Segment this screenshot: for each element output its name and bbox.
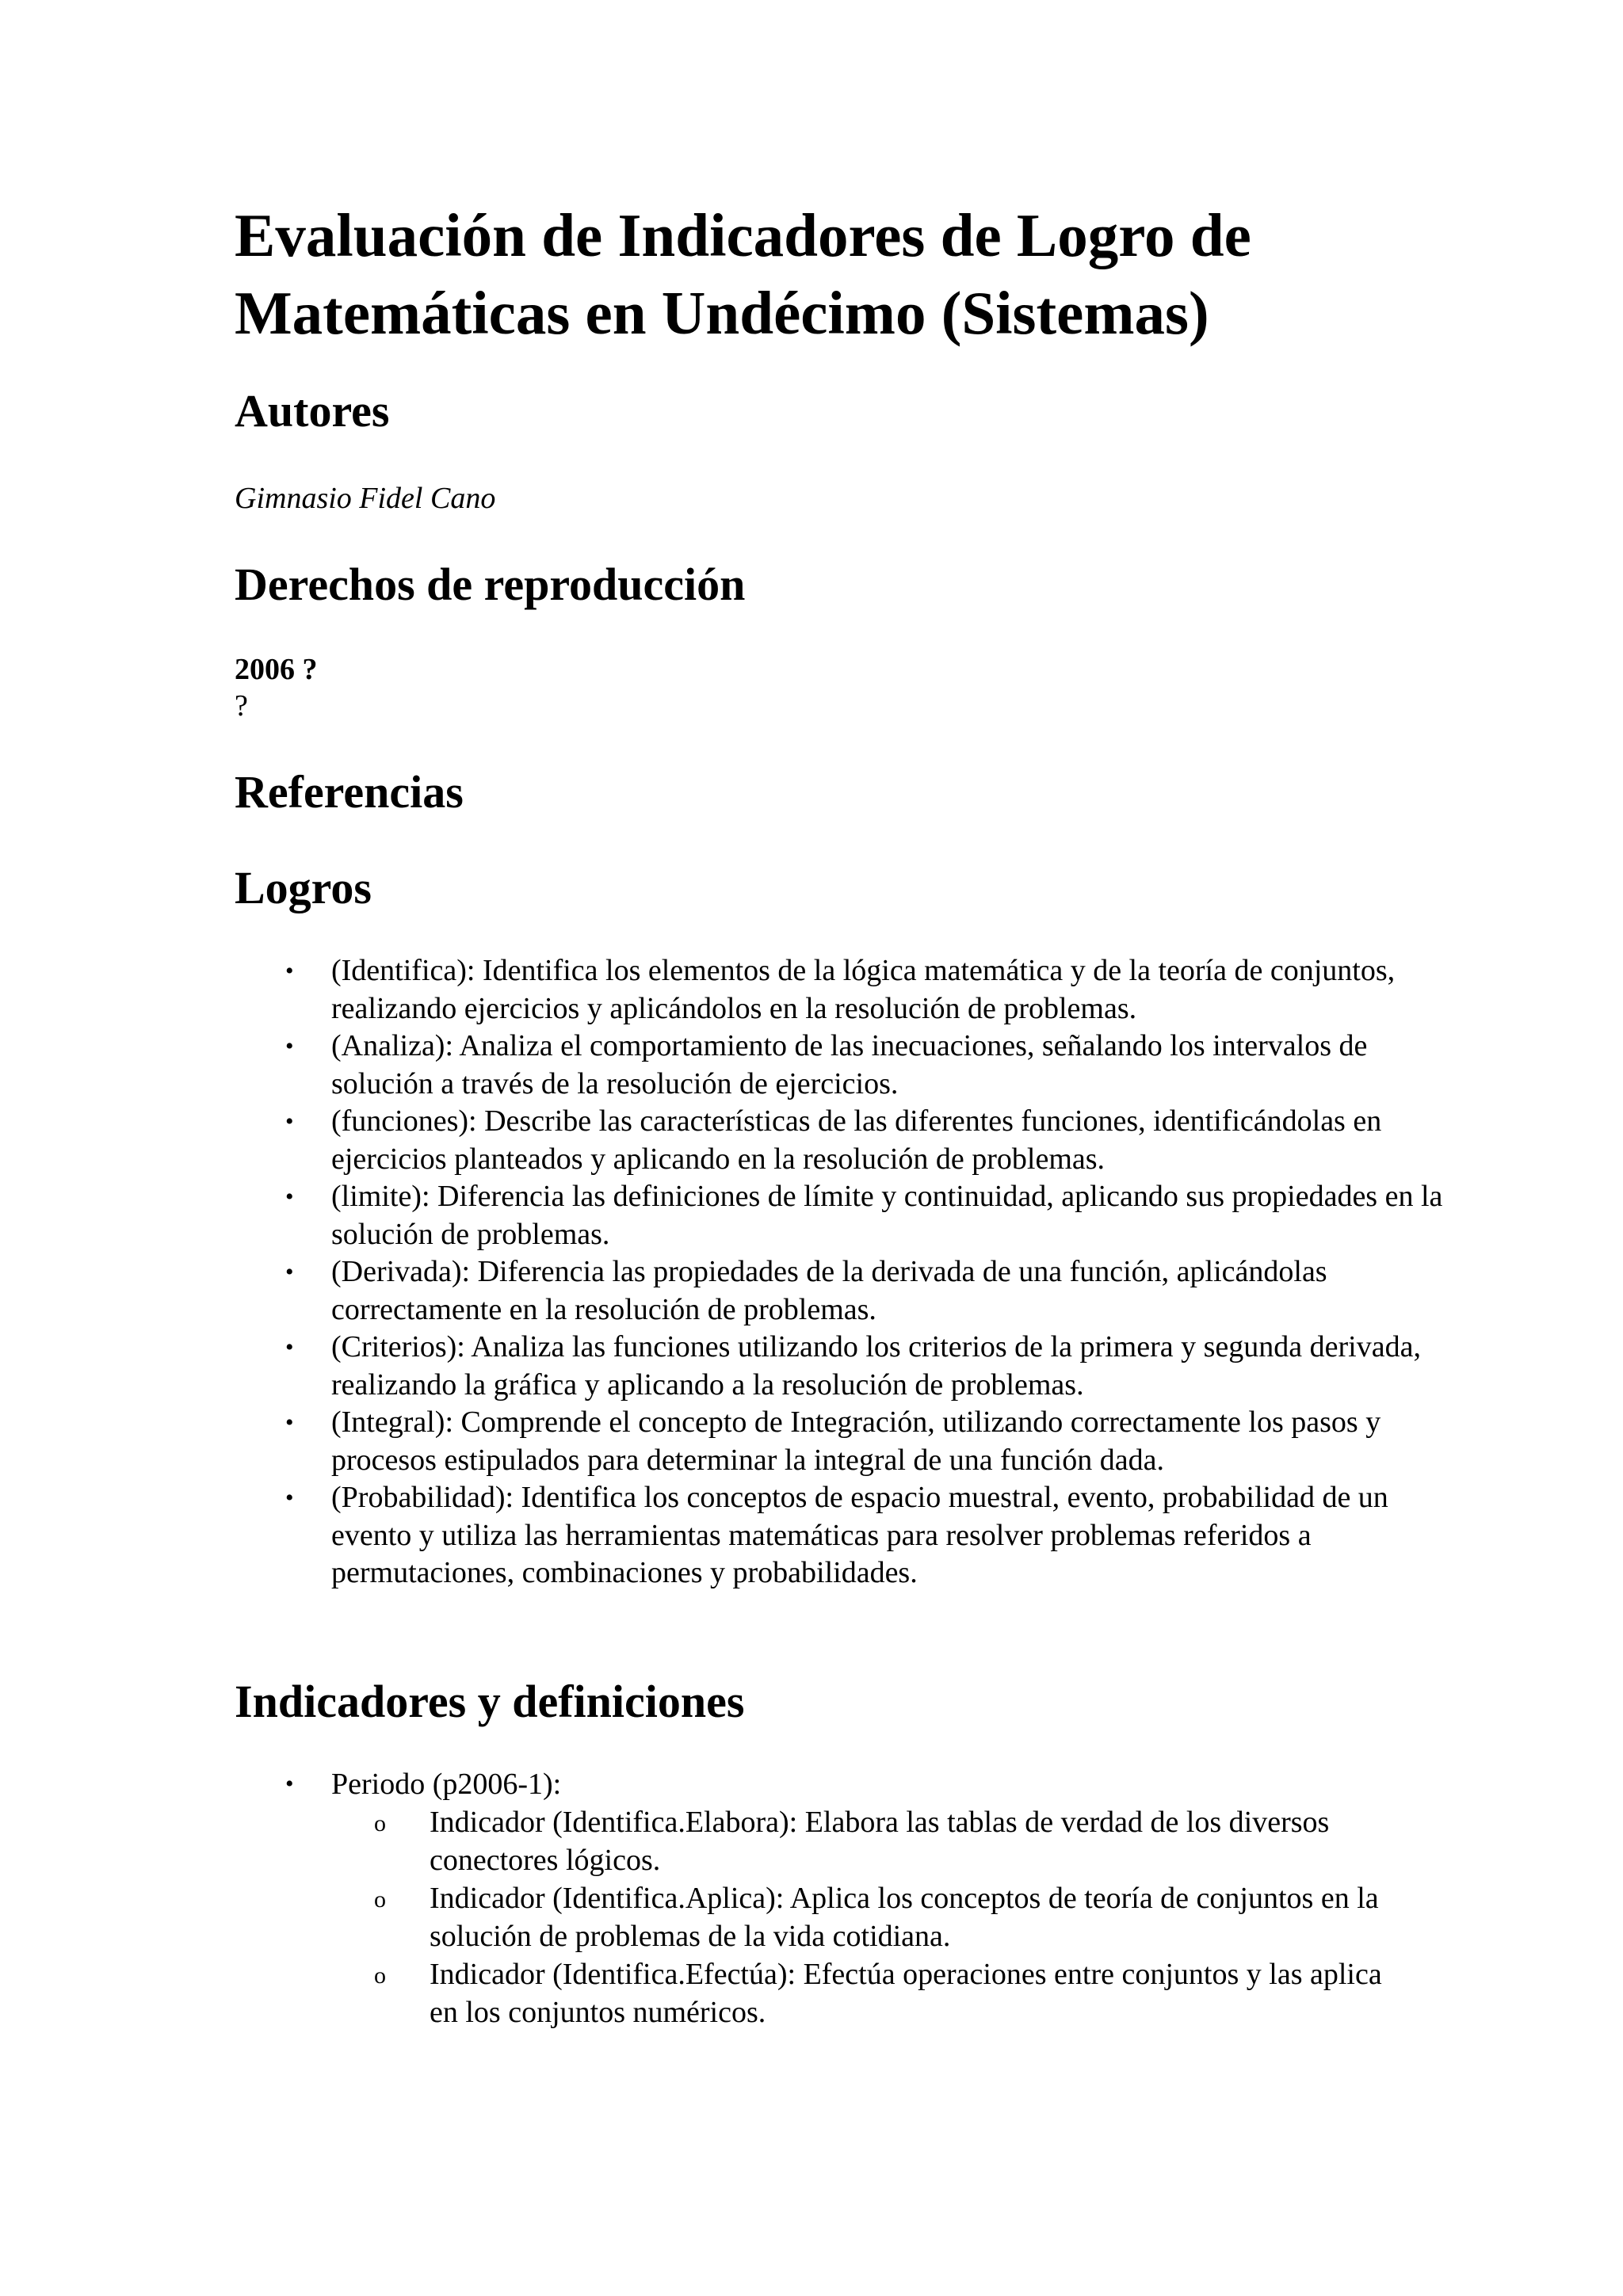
list-item [235,1028,1472,1103]
indicators-heading: Indicadores y definiciones [235,1676,745,1727]
list-item [235,1253,1472,1329]
logro-text: (Analiza): Analiza el comportamiento de las inecuaciones, señalando los intervalos de solución a través de la resolución de ejercicios. [331,1029,1368,1100]
list-item [331,1879,1404,1955]
list-item [235,1103,1472,1178]
period-item [235,1765,1423,2031]
bullet-circle: o [374,1962,386,1989]
period-label: Periodo (p2006-1): [331,1768,562,1801]
indicator-text: Indicador (Identifica.Efectúa): Efectúa operaciones entre conjuntos y las aplica en los conjuntos numéricos. [430,1958,1382,2029]
list-item [331,1955,1404,2031]
bullet-disc: • [285,1409,294,1436]
references-heading: Referencias [235,766,464,818]
copyright-heading: Derechos de reproducción [235,559,746,610]
authors-heading: Autores [235,385,390,437]
copyright-holder: ? [235,689,248,723]
copyright-year: 2006 ? [235,653,318,686]
logro-text: (limite): Diferencia las definiciones de límite y continuidad, aplicando sus propiedades en la solución de problemas. [331,1180,1443,1251]
bullet-disc: • [285,1771,294,1797]
bullet-disc: • [285,1485,294,1511]
bullet-disc: • [285,1033,294,1059]
list-item [235,1404,1472,1479]
indicator-text: Indicador (Identifica.Aplica): Aplica los conceptos de teoría de conjuntos en la solución de problemas de la vida cotidiana. [430,1882,1379,1953]
logro-text: (Probabilidad): Identifica los conceptos de espacio muestral, evento, probabilidad de un evento y utiliza las herramientas matemáticas para resolver problemas referidos a permutaciones, combinaciones y probabilidades. [331,1481,1388,1589]
bullet-circle: o [374,1810,386,1836]
bullet-disc: • [285,1108,294,1135]
logro-text: (Criterios): Analiza las funciones utilizando los criterios de la primera y segunda derivada, realizando la gráfica y aplicando a la resolución de problemas. [331,1330,1421,1402]
periods-list [235,1765,1423,2031]
document-title: Evaluación de Indicadores de Logro de Matemáticas en Undécimo (Sistemas) [235,201,1251,347]
list-item [235,1329,1472,1404]
logros-list [235,952,1443,1592]
logro-text: (Integral): Comprende el concepto de Integración, utilizando correctamente los pasos y procesos estipulados para determinar la integral de una función dada. [331,1405,1381,1477]
list-item [235,952,1472,1028]
logros-heading: Logros [235,862,372,913]
list-item [235,1178,1472,1253]
bullet-disc: • [285,1184,294,1210]
indicator-text: Indicador (Identifica.Elabora): Elabora las tablas de verdad de los diversos conectores lógicos. [430,1806,1330,1877]
logro-text: (Derivada): Diferencia las propiedades de la derivada de una función, aplicándolas correctamente en la resolución de problemas. [331,1255,1327,1326]
list-item [331,1803,1404,1879]
bullet-disc: • [285,1259,294,1285]
logro-text: (Identifica): Identifica los elementos de la lógica matemática y de la teoría de conjuntos, realizando ejercicios y aplicándolos en la resolución de problemas. [331,954,1396,1025]
bullet-disc: • [285,1334,294,1360]
logro-text: (funciones): Describe las características de las diferentes funciones, identificándolas en ejercicios planteados y aplicando en la resolución de problemas. [331,1104,1382,1176]
list-item [235,1479,1472,1592]
author-name: Gimnasio Fidel Cano [235,482,496,515]
indicators-list [331,1803,1423,2031]
bullet-circle: o [374,1886,386,1913]
bullet-disc: • [285,958,294,984]
